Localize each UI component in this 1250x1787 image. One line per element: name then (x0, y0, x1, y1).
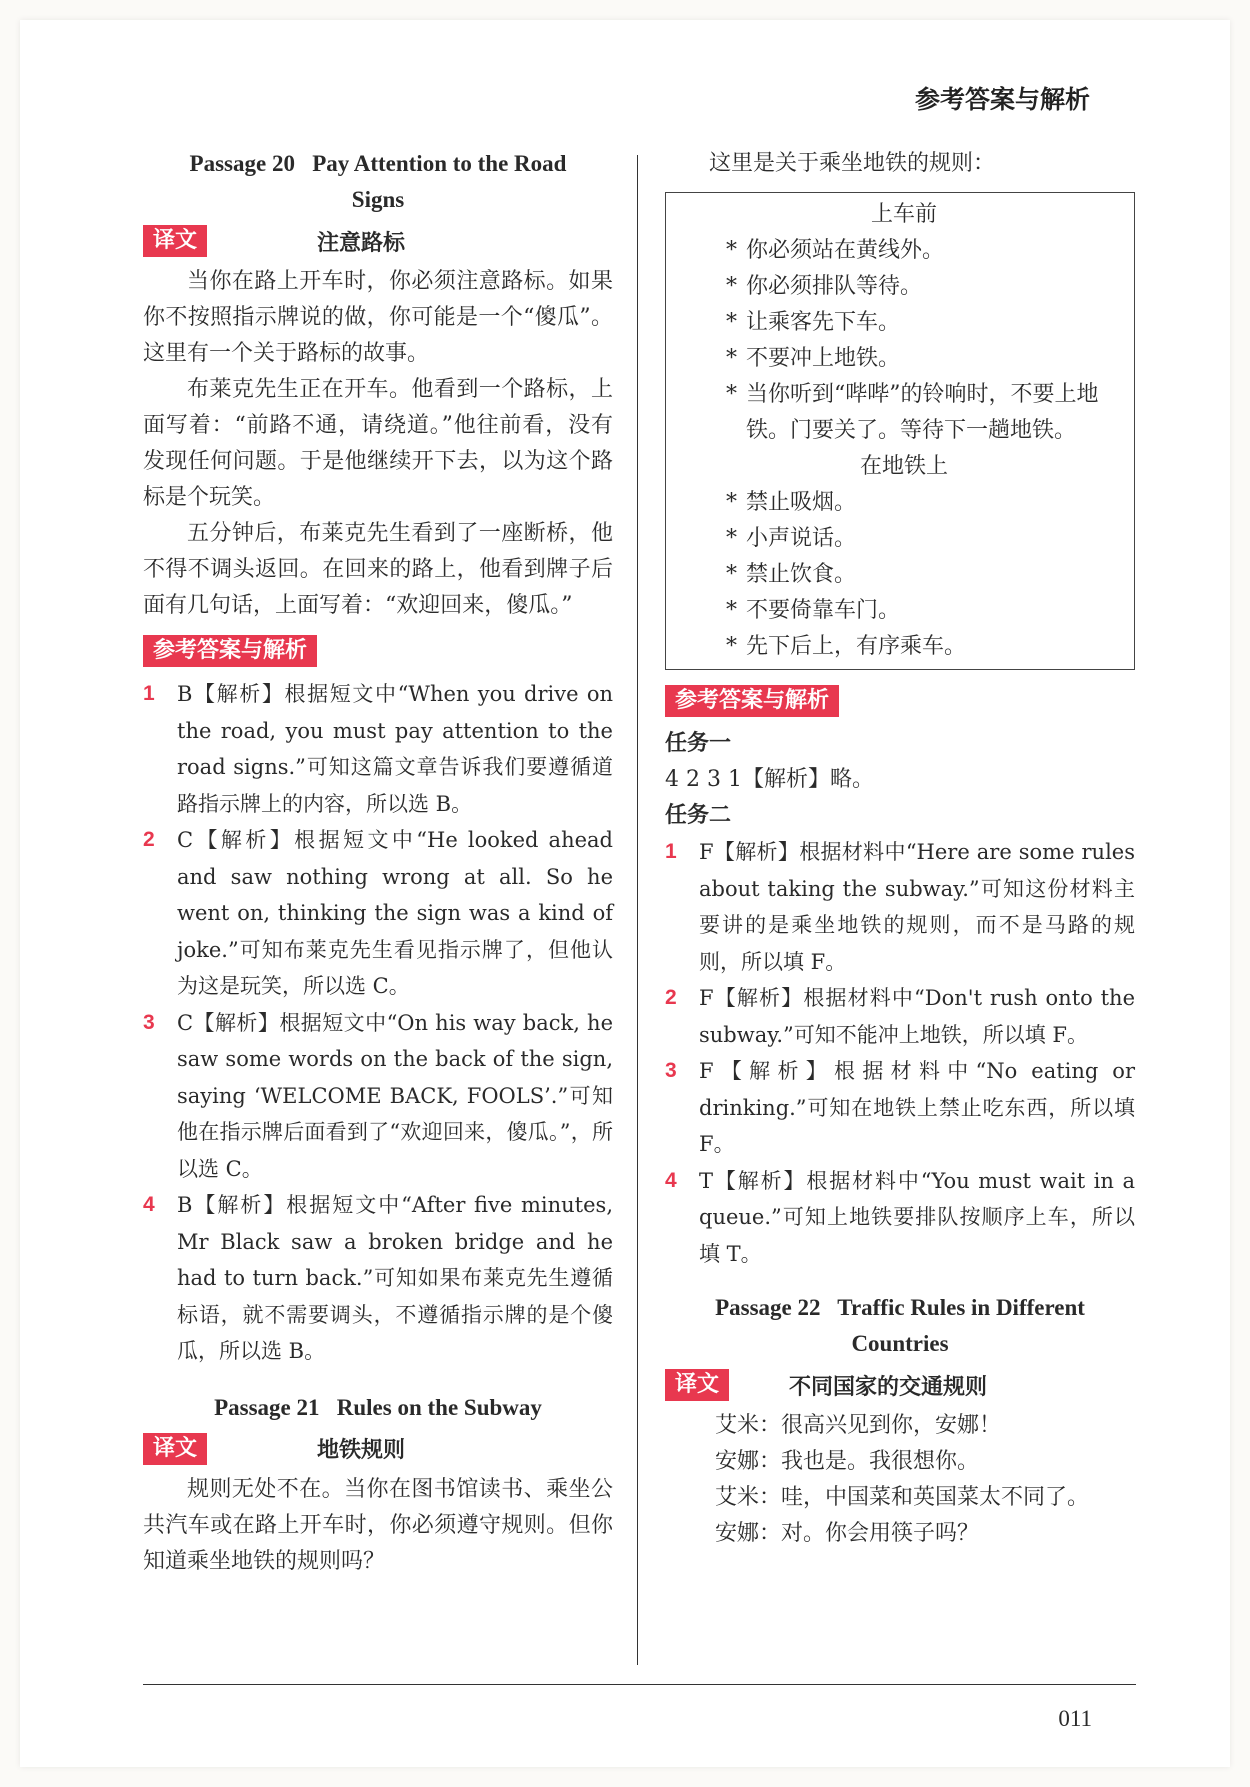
answer-item (665, 980, 1135, 1053)
rule-item: * 你必须站在黄线外。 (726, 238, 945, 263)
passage-22-title: Passage 22 Traffic Rules in Different Countries (715, 1295, 1085, 1356)
paragraph: 布莱克先生正在开车。他看到一个路标，上面写着：“前路不通，请绕道。”他往前看，没有发现任何问题。于是他继续开下去，以为这个路标是个玩笑。 (143, 377, 613, 510)
rule-item: * 当你听到“哔哔”的铃响时，不要上地铁。门要关了。等待下一趟地铁。 (726, 382, 1099, 443)
answer-number: 2 (143, 828, 155, 851)
answer-number: 1 (143, 682, 155, 705)
subway-rules-box (665, 192, 1135, 670)
rule-item: * 不要冲上地铁。 (726, 346, 901, 371)
rule-item: * 先下后上，有序乘车。 (726, 634, 967, 659)
answer-item (143, 1187, 613, 1370)
task-2-heading: 任务二 (665, 803, 732, 828)
page-number: 011 (1058, 1706, 1092, 1731)
answer-number: 4 (665, 1168, 677, 1192)
translation-title: 注意路标 (317, 230, 406, 256)
passage-20-title: Passage 20 Pay Attention to the Road Signs (189, 151, 567, 212)
rule-item: * 不要倚靠车门。 (726, 598, 901, 623)
rules-intro: 这里是关于乘坐地铁的规则： (709, 151, 996, 176)
passage-21-translation-header (143, 1432, 613, 1466)
dialog-line: 艾米：很高兴见到你，安娜！ (715, 1413, 1002, 1438)
answer-text: B【解析】根据短文中“After five minutes, Mr Black saw a broken bridge and he had to turn back.”可知如果布莱克先生遵循标语，就不需要调头，不遵循指示牌的是个傻瓜，所以选 B。 (177, 1193, 613, 1363)
answer-text: C【解析】根据短文中“On his way back, he saw some words on the back of the sign, saying ‘WELCOME BACK, FOOLS’.”可知他在指示牌后面看到了“欢迎回来，傻瓜。”，所以选 C。 (177, 1010, 613, 1181)
answer-tag: 参考答案与解析 (143, 635, 317, 667)
answer-item (143, 676, 613, 822)
answer-item (143, 1005, 613, 1188)
rule-item: * 小声说话。 (726, 526, 857, 551)
paragraph: 规则无处不在。当你在图书馆读书、乘坐公共汽车或在路上开车时，你必须遵守规则。但你知道乘坐地铁的规则吗？ (143, 1476, 613, 1574)
paragraph: 当你在路上开车时，你必须注意路标。如果你不按照指示牌说的做，你可能是一个“傻瓜”。这里有一个关于路标的故事。 (143, 269, 613, 366)
answer-number: 3 (143, 1010, 155, 1034)
answer-text: F【解析】根据材料中“Here are some rules about taking the subway.”可知这份材料主要讲的是乘坐地铁的规则，而不是马路的规则，所以填 F。 (699, 840, 1135, 974)
answer-section-header (665, 684, 1135, 718)
passage-21-title: Passage 21 Rules on the Subway (214, 1394, 542, 1420)
rule-item: * 禁止吸烟。 (726, 490, 857, 515)
translation-title: 地铁规则 (317, 1438, 406, 1463)
answer-tag: 参考答案与解析 (665, 685, 839, 717)
answer-number: 4 (143, 1193, 155, 1216)
rule-item: * 禁止饮食。 (726, 562, 857, 587)
answer-item (665, 1163, 1135, 1273)
translation-tag: 译文 (143, 225, 207, 257)
rule-item: * 你必须排队等待。 (726, 274, 923, 299)
answer-item (143, 822, 613, 1005)
left-column (143, 146, 613, 1580)
right-column (665, 146, 1135, 1552)
dialog-line: 安娜：我也是。我很想你。 (715, 1449, 980, 1474)
rules-heading: 上车前 (870, 202, 937, 227)
translation-tag: 译文 (143, 1433, 207, 1465)
translation-title: 不同国家的交通规则 (789, 1374, 988, 1400)
task-1-heading: 任务一 (665, 731, 732, 756)
rule-item: * 让乘客先下车。 (726, 310, 901, 335)
answer-text: F【解析】根据材料中“No eating or drinking.”可知在地铁上禁止吃东西，所以填 F。 (699, 1059, 1135, 1156)
answer-number: 2 (665, 986, 677, 1009)
running-head: 参考答案与解析 (914, 85, 1090, 114)
answer-number: 3 (665, 1059, 677, 1082)
column-divider (637, 155, 638, 1665)
page (20, 20, 1230, 1767)
answer-text: F【解析】根据材料中“Don't rush onto the subway.”可知不能冲上地铁，所以填 F。 (699, 986, 1135, 1047)
passage-22-translation-header (665, 1368, 1135, 1402)
answer-text: B【解析】根据短文中“When you drive on the road, you must pay attention to the road signs.”可知这篇文章告诉我们要遵循道路指示牌上的内容，所以选 B。 (177, 682, 613, 816)
answer-section-header (143, 634, 613, 668)
paragraph: 五分钟后，布莱克先生看到了一座断桥，他不得不调头返回。在回来的路上，他看到牌子后面有几句话，上面写着：“欢迎回来，傻瓜。” (143, 521, 613, 618)
answer-text: T【解析】根据材料中“You must wait in a queue.”可知上地铁要排队按顺序上车，所以填 T。 (699, 1168, 1135, 1266)
task-1-answer: 4 2 3 1【解析】略。 (665, 767, 874, 792)
footer-rule (143, 1684, 1136, 1685)
dialog-line: 安娜：对。你会用筷子吗？ (715, 1521, 980, 1546)
answer-number: 1 (665, 840, 677, 863)
rules-heading: 在地铁上 (859, 454, 948, 479)
answer-item (665, 1053, 1135, 1163)
dialog-line: 艾米：哇，中国菜和英国菜太不同了。 (715, 1485, 1090, 1510)
answer-item (665, 834, 1135, 980)
passage-20-translation-header (143, 224, 613, 258)
translation-tag: 译文 (665, 1369, 729, 1401)
answer-text: C【解析】根据短文中“He looked ahead and saw nothing wrong at all. So he went on, thinking the sign was a kind of joke.”可知布莱克先生看见指示牌了，但他认为这是玩笑，所以选 C。 (177, 828, 613, 998)
